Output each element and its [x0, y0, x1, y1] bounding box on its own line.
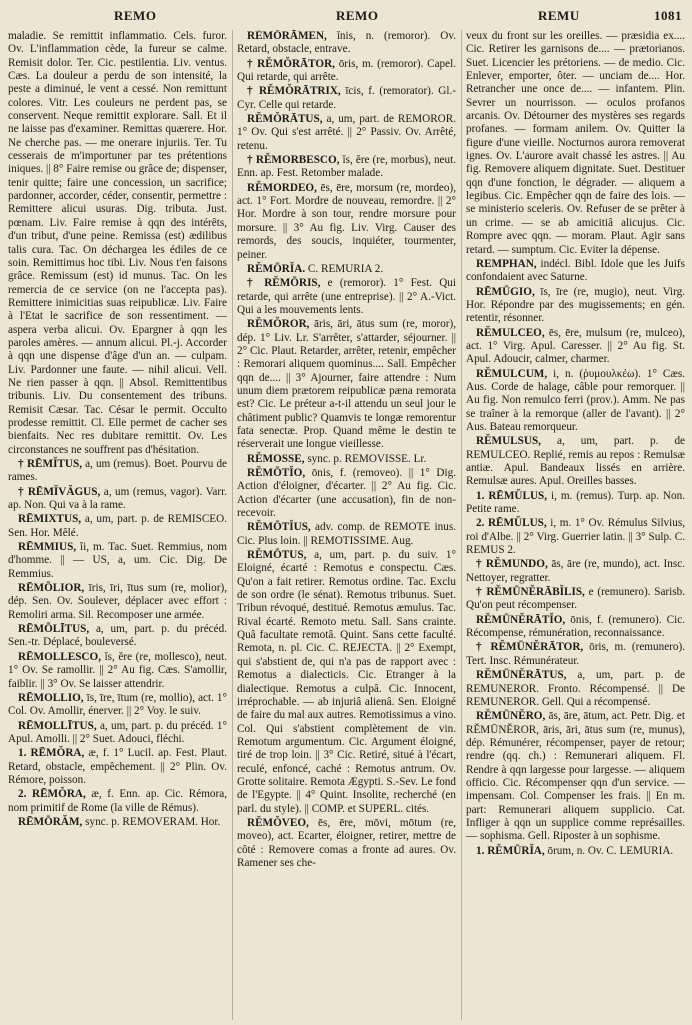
dictionary-entry — [466, 558, 685, 585]
entry-definition: æ, f. 1° Lucil. ap. Fest. Plaut. Retard, obstacle, empêchement. || 2° Plin. Ov. Rémore, poisson. — [8, 747, 227, 786]
entry-headword: 1. RĒMŬLUS, — [476, 489, 548, 502]
dictionary-entry — [8, 720, 227, 747]
entry-headword: † RĔMŪNĔRĀTOR, — [476, 641, 584, 654]
entry-headword: † RĔMUNDO, — [476, 558, 548, 571]
dictionary-entry — [237, 58, 456, 85]
entry-headword: 2. RĒMŬLUS, — [476, 517, 547, 530]
column-divider — [461, 30, 462, 1020]
dictionary-entry — [237, 453, 456, 466]
entry-definition: C. REMURIA 2. — [307, 262, 384, 275]
dictionary-entry — [8, 747, 227, 787]
entry-headword: RĔMŎRĀTUS, — [247, 113, 323, 126]
entry-definition: indécl. Bibl. Idole que les Juifs confondaient avec Saturne. — [466, 257, 685, 284]
dictionary-entry — [466, 258, 685, 285]
entry-headword: RĒMOLLESCO, — [18, 650, 101, 663]
entry-definition: āris, āri, ātus sum (re, moror), dép. 1° Liv. Lr. S'arrêter, s'attarder, séjourner. || 2° Cic. Plaut. Retarder, arrêter, retenir, empêcher : Remorari aliquem quominus.... Sall. Empêcher qqn de.... || 3° Ajourner, faire attendre : Num unum diem prætorem reipublicæ pæna remorata est? Cic. Le préteur a-t-il attendu un seul jour le châtiment public? Quamvis te longæ remorentur fata senectæ. Prop. Quand même le destin te réserverait une longue vieillesse. — [237, 318, 456, 451]
entry-definition: sync. p. REMOVISSE. Lr. — [307, 452, 427, 465]
dictionary-entry — [8, 692, 227, 719]
dictionary-entry — [8, 541, 227, 581]
entry-headword: RĔMŌTĬO, — [247, 467, 306, 479]
entry-definition: ōris, m. (remunero). Tert. Insc. Rémunérateur. — [466, 641, 685, 667]
entry-headword: RĒMŌLIOR, — [18, 582, 85, 595]
entry-definition: īris, īri, ītus sum (re, molior), dép. Sen. Ov. Soulever, déplacer avec effort : Remoliri arma. Sil. Recomposer une armée. — [8, 582, 227, 621]
entry-definition: ās, āre, ātum, act. Petr. Dig. et RĔMŪNĔROR, āris, āri, ātus sum (re, munus), dép. Rémunérer, récompenser, payer de retour; rendre (qq. ch.) : Remunerari aliquem. Fl. Rendre à qqn largesse pour largesse. — aliquem officio. Cic. Récompenser qqn d'un service. — impensam. Col. Compenser les frais. || En m. part: Remunerari aliquem supplicio. Cat. Infliger à qqn un supplice comme représailles. — sophisma. Gell. Riposter à un sophisme. — [466, 710, 685, 843]
entry-definition: a, um, part. p. de REMUNEROR. Fronto. Récompensé. || De REMUNEROR. Gell. Qui a récompensé. — [466, 669, 685, 708]
entry-definition: e (remunero). Sarisb. Qu'on peut récompenser. — [466, 586, 685, 612]
entry-headword: † RĔMŎRĀTOR, — [247, 57, 335, 70]
dictionary-entry — [237, 154, 456, 181]
entry-headword: 1. RĒMŎRA, — [18, 747, 85, 760]
dictionary-entry — [8, 788, 227, 815]
dictionary-entry — [237, 817, 456, 870]
entry-definition: ĭs, ĕre (re, mollesco), neut. 1° Ov. Se ramollir. || 2° Au fig. Cæs. S'amollir, faiblir. || 3° Ov. Se laisser attendrir. — [8, 650, 227, 690]
dictionary-entry — [8, 486, 227, 513]
entry-headword: † RĒMĬVĂGUS, — [18, 485, 101, 498]
entry-definition: ĭi, m. Tac. Suet. Remmius, nom d'homme. || — US, a, um. Cic. Dig. De Remmius. — [8, 541, 227, 580]
dictionary-entry — [466, 368, 685, 435]
entry-headword: RĔMŎVEO, — [247, 816, 309, 829]
entry-definition: i, n. (ῥυμουλκέω). 1° Cæs. Aus. Corde de halage, câble pour remorquer. || Au fig. Non remulco ferri (prov.). Amm. Ne pas se traîner à la remorque (aller de l'avant). || 2° Aus. Bateau remorqueur. — [466, 367, 685, 433]
dictionary-entry — [466, 669, 685, 709]
dictionary-entry — [237, 113, 456, 153]
entry-headword: RĔMORDEO, — [247, 181, 317, 194]
dictionary-entry — [8, 458, 227, 485]
entry-definition: ēs, ēre, mulsum (re, mulceo), act. 1° Virg. Apul. Caresser. || 2° Au fig. St. Apul. Adoucir, calmer, charmer. — [466, 326, 685, 366]
entry-definition: ĭnis, n. (remoror). Ov. Retard, obstacle, entrave. — [237, 30, 456, 56]
dictionary-entry — [466, 517, 685, 557]
dictionary-columns — [8, 30, 686, 1020]
entry-headword: RĒMOLLIO, — [18, 691, 84, 704]
entry-definition: i, m. 1° Ov. Rémulus Silvius, roi d'Albe. || 2° Virg. Guerrier latin. || 3° Sulp. C. REMUS 2. — [466, 517, 685, 557]
entry-definition: ēs, ēre, morsum (re, mordeo), act. 1° Fort. Mordre de nouveau, remordre. || 2° Hor. Mordre à son tour, rendre morsure pour morsure. || 3° Au fig. Liv. Virg. Causer des remords, des soucis, inquiéter, tourmenter, peiner. — [237, 181, 456, 261]
entry-definition: īcis, f. (remorator). Gl.-Cyr. Celle qui retarde. — [237, 85, 456, 111]
dictionary-entry — [8, 623, 227, 650]
entry-headword: † RĔMŪNĔRĀBĬLIS, — [476, 586, 585, 599]
entry-headword: RĒMŌRĂM, — [18, 815, 83, 828]
column-divider — [232, 30, 233, 1020]
header-middle-guideword: REMO — [336, 8, 379, 23]
entry-definition: ēs, ēre, mōvi, mōtum (re, moveo), act. Ecarter, éloigner, retirer, mettre de côté : Removere comas a fronte ad aures. Ov. Ramener ses che- — [237, 816, 456, 869]
entry-definition: ōnis, f. (remunero). Cic. Récompense, rémunération, reconnaissance. — [466, 613, 685, 640]
dictionary-entry — [8, 651, 227, 691]
entry-definition: a, um (remus). Boet. Pourvu de rames. — [8, 458, 227, 484]
entry-headword: RĒMŌLĪTUS, — [18, 623, 90, 636]
entry-headword: RĒMOLLĪTUS, — [18, 719, 97, 732]
header-right-guideword: REMU — [538, 8, 580, 23]
entry-definition: a, um, part. p. du précéd. 1° Apul. Amolli. || 2° Suet. Adouci, fléchi. — [8, 719, 227, 745]
entry-definition: ĭs, ĕre (re, morbus), neut. Enn. ap. Fest. Retomber malade. — [237, 154, 456, 180]
dictionary-entry — [237, 467, 456, 520]
entry-headword: 1. RĔMŪRĬA, — [476, 844, 545, 857]
entry-headword: † RĒMĬTUS, — [18, 458, 82, 470]
entry-definition: īs, īre, ītum (re, mollio), act. 1° Col. Ov. Amollir, énerver. || 2° Voy. le suiv. — [8, 691, 227, 718]
entry-headword: RĒMŪGIO, — [476, 285, 535, 298]
entry-headword: RĔMŌRĬA. — [247, 262, 306, 275]
dictionary-entry — [237, 318, 456, 451]
dictionary-entry — [466, 845, 685, 858]
entry-headword: † RĔMŎRĀTRIX, — [247, 85, 341, 98]
entry-headword: RĔMŌTĬUS, — [247, 521, 311, 534]
entry-definition: e (remoror). 1° Fest. Qui retarde, qui arrête (une entreprise). || 2° A.-Vict. Qui a les mouvements lents. — [237, 277, 456, 316]
page-number: 1081 — [654, 8, 682, 23]
dictionary-entry — [237, 182, 456, 262]
dictionary-entry — [466, 435, 685, 488]
dictionary-entry — [237, 30, 456, 57]
entry-headword: 2. RĒMŎRA, — [18, 788, 86, 801]
dictionary-entry — [466, 710, 685, 843]
entry-definition: æ, f. Enn. ap. Cic. Rémora, nom primitif de Rome (la ville de Rémus). — [8, 788, 227, 814]
column-left — [8, 30, 227, 1020]
entry-definition: ōris, m. (remoror). Capel. Qui retarde, qui arrête. — [237, 57, 456, 84]
dictionary-entry — [466, 641, 685, 668]
dictionary-entry — [466, 30, 685, 257]
dictionary-entry — [8, 582, 227, 622]
entry-definition: veux du front sur les oreilles. — præsidia ex.... Cic. Retirer les garnisons de.... — prætorianos. Suet. Licencier les prétoriens. — de medio. Cic. Enlever, emporter, ôter. — unciam de.... Hor. Retrancher une once de.... — infantem. Plin. Sevrer un nourrisson. — oculos profanos arcanis. Ov. Détourner des mystères ses regards profanes. — formam anilem. Ov. Quitter la figure d'une vieille. Nocturnos aurora removerat ignes. Ov. L'aurore avait chassé les astres. || Au fig. Removere aliquem dignitate. Suet. Destituer qqn d'une fonction, le dégrader. — aliquem a legibus. Cic. Empêcher qqn de faire des lois. — se ministerio sceleris. Ov. Refuser de se prêter à un crime. — se ab amicitiâ alicujus. Cic. Rompre avec qqn. — moram. Plaut. Agir sans retard. — sumptum. Cic. Eviter la dépense. — [466, 30, 685, 256]
dictionary-entry — [237, 521, 456, 548]
entry-definition: ōnis, f. (removeo). || 1° Dig. Action d'éloigner, d'écarter. || 2° Au fig. Cic. Action d'écarter (une accusation), fin de non-recevoir. — [237, 467, 456, 520]
entry-definition: a, um, part. p. de REMISCEO. Sen. Hor. Mêlé. — [8, 513, 227, 539]
entry-definition: īs, īre (re, mugio), neut. Virg. Hor. Répondre par des mugissements; en gén. retentir, résonner. — [466, 285, 685, 325]
header-left-guideword: REMO — [114, 8, 157, 23]
entry-definition: sync. p. REMOVERAM. Hor. — [85, 815, 221, 828]
dictionary-entry — [466, 327, 685, 367]
entry-definition: i, m. (remus). Turp. ap. Non. Petite rame. — [466, 489, 685, 516]
dictionary-entry — [237, 85, 456, 112]
column-right — [466, 30, 685, 1020]
entry-definition: a, um, part. de REMOROR. 1° Ov. Qui s'est arrêté. || 2° Passiv. Ov. Arrêté, retenu. — [237, 113, 456, 152]
entry-headword: RĔMŪNĔRĀTUS, — [476, 669, 567, 682]
entry-headword: RĔMŎROR, — [247, 318, 310, 331]
entry-headword: RĔMULCEO, — [476, 326, 545, 339]
entry-definition: maladie. Se remittit inflammatio. Cels. furor. Ov. L'inflammation cède, la fureur se calme. Remisit dolor. Ter. Cic. pestilentia. Liv. ventus. Cæs. La douleur a perdu de son intensité, la peste a diminué, le vent a cessé. Non remittunt colores. Vitr. Les couleurs ne perdent pas, se conservent. Neque remittit explorare. Sall. Et il ne laisse pas d'examiner. Remittas quærere. Hor. Ne cherche pas. — me onerare injuriis. Ter. Tu cesserais de m'importuner par tes prétentions iniques. || 8° Faire remise ou grâce de; dispenser, tenir quitte; faire une concession, un sacrifice; pardonner, accorder, céder, consentir, permettre : Remittere alicui usuras. Dig. tributa. Just. pœnam. Liv. Faire remise à qqn des intérêts, d'un tribut, d'une peine. Remissa (est) ædilibus talis cura. Tac. On déchargea les édiles de ce soin. Remittimus hoc tibi. Liv. Nous t'en faisons grâce. Remissum (est) id munus. Tac. On les remercia de ce service (on ne l'accepta pas). Remittere inimicitias suas reipublicæ. Liv. Faire à l'Etat le sacrifice de son ressentiment. — aspera verba alicui. Ov. Epargner à qqn les paroles amères. — annum alicui. Pl.-j. Accorder à qqn une dispense d'âge d'un an. — culpam. Liv. Pardonner une faute. — nihil alicui. Vell. Ne rien passer à qqn. || Absol. Remittentibus tribunis. Liv. Du consentement des tribuns. Remisit Cæsar. Tac. César le permit. Occulto prodesse remittit. Cl. Elle permet de cacher ses bienfaits. Nec res dubitare remittit. Ov. Les circonstances ne souffrent pas d'hésitation. — [8, 30, 227, 456]
running-header — [10, 6, 682, 28]
dictionary-entry — [466, 490, 685, 517]
entry-headword: RĔMŪNĔRO, — [476, 710, 546, 723]
dictionary-entry — [8, 513, 227, 540]
entry-headword: RĒMIXTUS, — [18, 513, 82, 526]
entry-headword: RĔMŌRĀMEN, — [247, 30, 327, 42]
entry-definition: a, um, part. p. du suiv. 1° Eloigné, écarté : Remotus e conspectu. Cæs. Qu'on a fait retirer. Remotus ordine. Tac. Exclu de son ordre (le sénat). Remotus tribunus. Suet. Tribun révoqué, destitué. Remotus æmulus. Tac. Rival écarté. Remoto metu. Sall. Sans crainte. Quâ facultate remotâ. Quint. Sans cette faculté. Remota, n. pl. Cic. C. REJECTA. || 2° Exempt, qui s'abstient de, qui n'a pas de rapport avec : Remotus a dialecticis. Cic. Etranger à la dialectique. Remotus a culpâ. Cic. Innocent, irréprochable. — ab injuriâ alienâ. Sen. Eloigné de faire du mal aux autres. Remotissimus a vino. Col. Qui s'abstient complètement de vin. Remotum argumentum. Cic. Argument éloigné, tiré de trop loin. || 3° Cic. Retiré, situé à l'écart, reculé, enfoncé, caché : Remotus antrum. Ov. Grotte solitaire. Remota Ægypti. S.-Sev. Le fond de l'Egypte. || 4° Quint. Insolite, recherché (en parl. du style). || COMP. et SUPERL. cités. — [237, 549, 456, 815]
dictionary-entry — [466, 286, 685, 326]
entry-headword: REMPHAN, — [476, 257, 537, 270]
entry-headword: † RĔMORBESCO, — [247, 154, 340, 167]
entry-headword: RĒMMIUS, — [18, 541, 77, 554]
entry-headword: RĔMŪNĔRĀTĬO, — [476, 613, 566, 626]
dictionary-entry — [8, 816, 227, 829]
entry-headword: RĔMOSSE, — [247, 452, 305, 465]
entry-definition: a, um (remus, vagor). Varr. ap. Non. Qui va à la rame. — [8, 485, 227, 512]
dictionary-entry — [237, 549, 456, 816]
dictionary-entry — [466, 586, 685, 613]
dictionary-entry — [237, 277, 456, 317]
column-middle — [237, 30, 456, 1020]
entry-definition: adv. comp. de REMOTE inus. Cic. Plus loin. || REMOTISSIME. Aug. — [237, 521, 456, 547]
entry-definition: ās, āre (re, mundo), act. Insc. Nettoyer, regratter. — [466, 558, 685, 584]
entry-headword: † RĔMŌRIS, — [247, 277, 321, 290]
entry-definition: a, um, part. p. du précéd. Sen.-tr. Déplacé, bouleversé. — [8, 623, 227, 649]
entry-definition: a, um, part. p. de REMULCEO. Replié, remis au repos : Remulsæ antiæ. Apul. Bandeaux lissés en arrière. Remulsæ aures. Apul. Oreilles basses. — [466, 435, 685, 488]
dictionary-entry — [237, 263, 456, 276]
dictionary-entry — [8, 30, 227, 457]
entry-headword: RĔMULSUS, — [476, 435, 541, 448]
entry-headword: RĔMŌTUS, — [247, 549, 307, 562]
entry-definition: ōrum, n. Ov. C. LEMURIA. — [547, 844, 674, 857]
entry-headword: RĔMULCUM, — [476, 367, 548, 380]
dictionary-entry — [466, 614, 685, 641]
